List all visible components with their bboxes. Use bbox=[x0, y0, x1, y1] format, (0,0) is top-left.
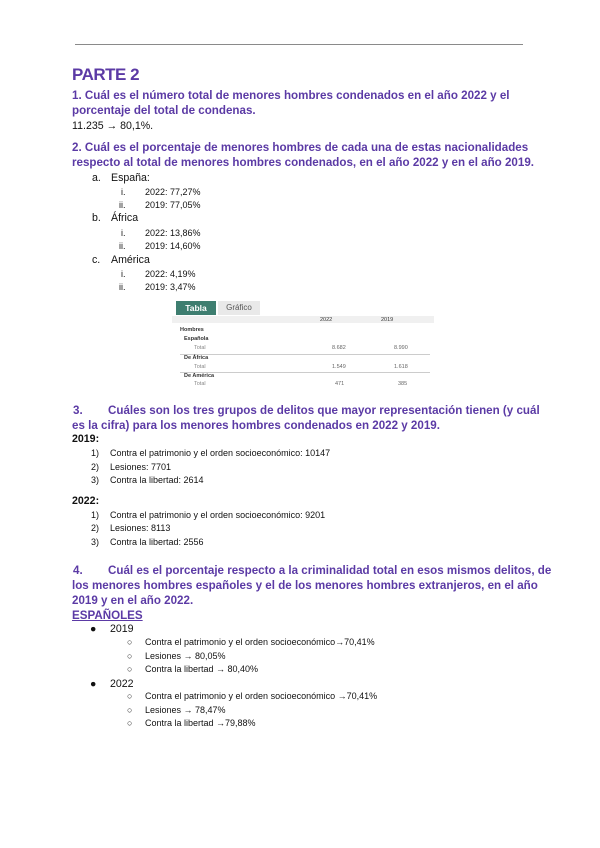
q3-item-marker: 2) bbox=[91, 523, 100, 533]
q4-year-label: 2019 bbox=[110, 623, 134, 635]
table-cell: 471 bbox=[335, 381, 345, 387]
q3-question-line1: Cuáles son los tres grupos de delitos que mayor representación tienen (y cuál bbox=[108, 404, 540, 417]
q3-item-text: Contra el patrimonio y el orden socioeconómico: 10147 bbox=[110, 448, 331, 458]
q4-section-title: ESPAÑOLES bbox=[72, 609, 143, 622]
q1-question-line2: porcentaje del total de condenas. bbox=[72, 104, 256, 117]
q2-item-text: 2022: 13,86% bbox=[145, 228, 201, 238]
q2-item-marker: ii. bbox=[119, 241, 126, 251]
bullet-icon: ● bbox=[90, 623, 97, 635]
header-rule bbox=[75, 44, 523, 45]
tab-grafico[interactable]: Gráfico bbox=[218, 301, 260, 315]
q3-item-text: Contra el patrimonio y el orden socioeconómico: 9201 bbox=[110, 510, 326, 520]
q2-item-marker: i. bbox=[121, 228, 126, 238]
table-row-label: De América bbox=[184, 373, 215, 379]
q3-item-marker: 2) bbox=[91, 462, 100, 472]
q4-number: 4. bbox=[73, 564, 83, 577]
q2-item-marker: ii. bbox=[119, 282, 126, 292]
q4-item-text: Contra el patrimonio y el orden socioeconómico→70,41% bbox=[145, 637, 375, 647]
q3-item-marker: 3) bbox=[91, 537, 100, 547]
q2-group-marker: a. bbox=[92, 172, 101, 184]
q3-year-label: 2019: bbox=[72, 433, 100, 445]
table-divider bbox=[180, 372, 430, 373]
table-row-label: Total bbox=[194, 345, 206, 351]
q2-item-marker: ii. bbox=[119, 200, 126, 210]
q1-question-line1: 1. Cuál es el número total de menores hombres condenados en el año 2022 y el bbox=[72, 89, 510, 102]
q3-item-text: Contra la libertad: 2556 bbox=[110, 537, 204, 547]
q3-item-text: Lesiones: 7701 bbox=[110, 462, 172, 472]
q3-number: 3. bbox=[73, 404, 83, 417]
table-row-label: Española bbox=[184, 336, 209, 342]
q3-question-line2: es la cifra) para los menores hombres condenados en 2022 y 2019. bbox=[72, 419, 440, 432]
circle-bullet-icon: ○ bbox=[127, 718, 133, 728]
table-row-label: Hombres bbox=[180, 327, 204, 333]
q2-item-text: 2022: 4,19% bbox=[145, 269, 196, 279]
table-cell: 385 bbox=[398, 381, 408, 387]
column-header-2019: 2019 bbox=[381, 317, 394, 323]
table-cell: 1.618 bbox=[394, 364, 408, 370]
q2-group-marker: c. bbox=[92, 254, 101, 266]
circle-bullet-icon: ○ bbox=[127, 664, 133, 674]
table-row-label: De África bbox=[184, 355, 209, 361]
table-cell: 8.990 bbox=[394, 345, 408, 351]
q2-item-marker: i. bbox=[121, 269, 126, 279]
q4-item-text: Lesiones → 80,05% bbox=[145, 651, 226, 661]
q2-item-marker: i. bbox=[121, 187, 126, 197]
table-cell: 8.682 bbox=[332, 345, 346, 351]
q2-question-line2: respecto al total de menores hombres condenados, en el año 2022 y en el año 2019. bbox=[72, 156, 534, 169]
q4-item-text: Contra el patrimonio y el orden socioeconómico →70,41% bbox=[145, 691, 378, 701]
q2-group-marker: b. bbox=[92, 212, 101, 224]
table-cell: 1.549 bbox=[332, 364, 346, 370]
column-header-2022: 2022 bbox=[320, 317, 333, 323]
q2-group-label: África bbox=[111, 212, 139, 224]
table-row-label: Total bbox=[194, 364, 206, 370]
table-row-label: Total bbox=[194, 381, 206, 387]
tab-tabla[interactable]: Tabla bbox=[176, 301, 216, 315]
q4-year-label: 2022 bbox=[110, 678, 134, 690]
q2-item-text: 2022: 77,27% bbox=[145, 187, 201, 197]
bullet-icon: ● bbox=[90, 678, 97, 690]
q2-item-text: 2019: 77,05% bbox=[145, 200, 201, 210]
q4-question-line3: 2019 y en el año 2022. bbox=[72, 594, 194, 607]
q3-item-marker: 3) bbox=[91, 475, 100, 485]
q4-item-text: Contra la libertad → 80,40% bbox=[145, 664, 259, 674]
data-table-screenshot bbox=[172, 299, 434, 388]
table-header bbox=[172, 316, 434, 323]
q3-item-marker: 1) bbox=[91, 448, 100, 458]
q3-item-text: Lesiones: 8113 bbox=[110, 523, 171, 533]
q2-item-text: 2019: 14,60% bbox=[145, 241, 201, 251]
circle-bullet-icon: ○ bbox=[127, 691, 133, 701]
circle-bullet-icon: ○ bbox=[127, 705, 133, 715]
q4-item-text: Contra la libertad →79,88% bbox=[145, 718, 256, 728]
q2-item-text: 2019: 3,47% bbox=[145, 282, 196, 292]
q3-item-text: Contra la libertad: 2614 bbox=[110, 475, 204, 485]
table-divider bbox=[180, 354, 430, 355]
circle-bullet-icon: ○ bbox=[127, 651, 133, 661]
q2-group-label: España: bbox=[111, 172, 150, 184]
q3-item-marker: 1) bbox=[91, 510, 100, 520]
q4-item-text: Lesiones → 78,47% bbox=[145, 705, 226, 715]
q4-question-line2: los menores hombres españoles y el de los menores hombres extranjeros, en el año bbox=[72, 579, 538, 592]
page-title: PARTE 2 bbox=[72, 65, 140, 84]
circle-bullet-icon: ○ bbox=[127, 637, 133, 647]
q2-question-line1: 2. Cuál es el porcentaje de menores hombres de cada una de estas nacionalidades bbox=[72, 141, 529, 154]
q4-question-line1: Cuál es el porcentaje respecto a la criminalidad total en esos mismos delitos, de bbox=[108, 564, 552, 577]
q2-group-label: América bbox=[111, 254, 150, 266]
q3-year-label: 2022: bbox=[72, 495, 100, 507]
q1-answer: 11.235 → 80,1%. bbox=[72, 120, 154, 132]
